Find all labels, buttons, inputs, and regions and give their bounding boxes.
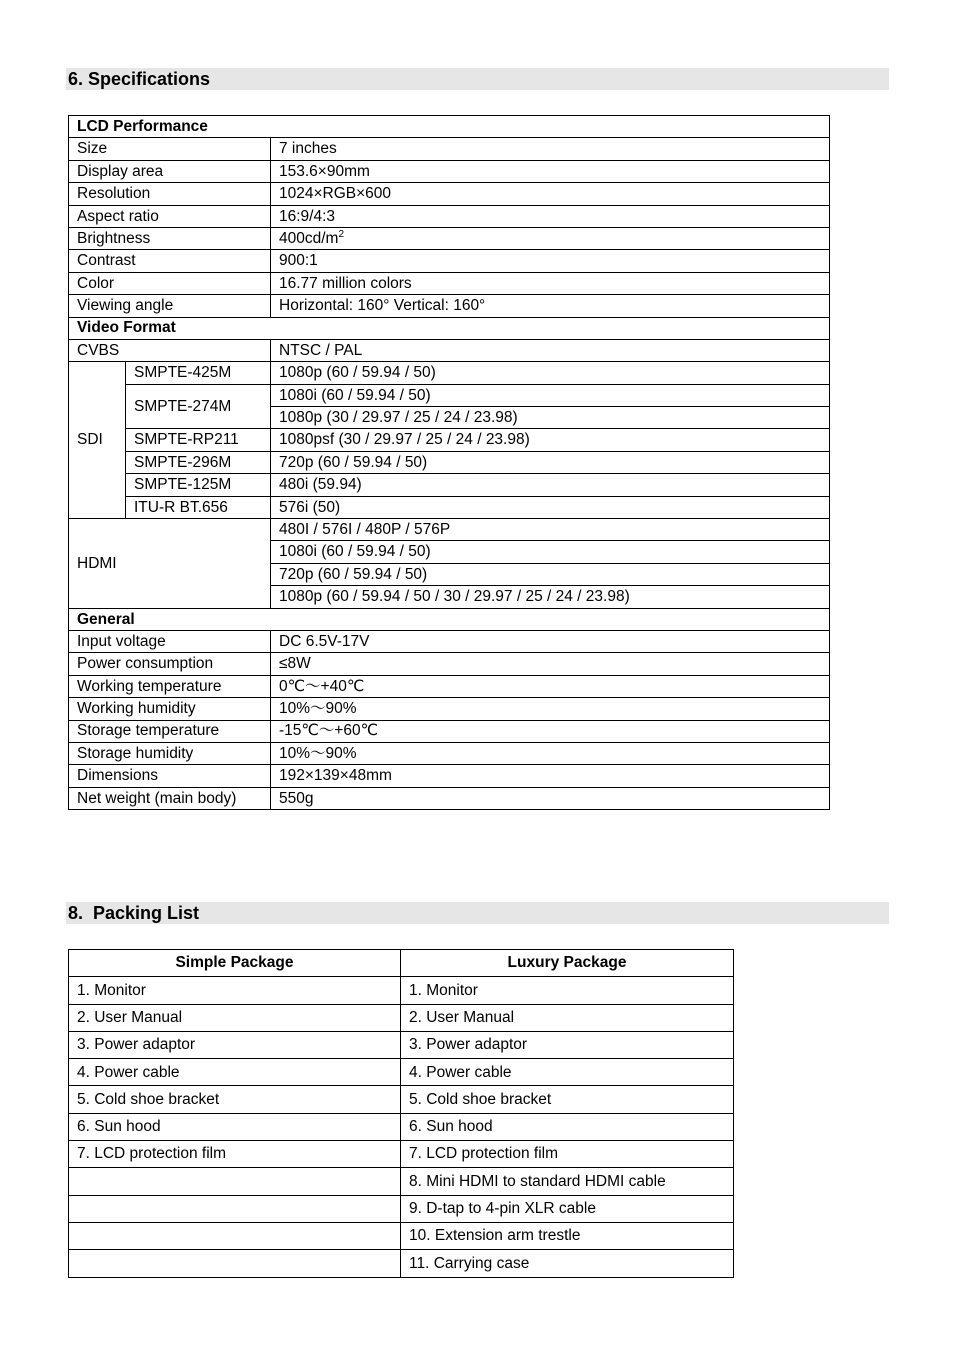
spec-label: Size bbox=[69, 138, 271, 160]
spec-value-text: 0℃～+40℃ bbox=[279, 677, 365, 695]
packing-row bbox=[69, 1222, 734, 1249]
sdi-standard: SMPTE-274M bbox=[126, 384, 271, 429]
spec-row bbox=[69, 205, 830, 227]
luxury-package-item: 8. Mini HDMI to standard HDMI cable bbox=[401, 1168, 734, 1195]
spec-group-row bbox=[69, 608, 830, 630]
sdi-row bbox=[69, 451, 830, 473]
spec-label: Working temperature bbox=[69, 675, 271, 697]
spec-value-text: 10%～90% bbox=[279, 744, 357, 762]
spec-label: Input voltage bbox=[69, 630, 271, 652]
sdi-row bbox=[69, 429, 830, 451]
specifications-table bbox=[68, 115, 830, 810]
general-header: General bbox=[69, 608, 830, 630]
simple-package-item bbox=[69, 1250, 401, 1277]
spec-row bbox=[69, 160, 830, 182]
spec-row bbox=[69, 339, 830, 361]
simple-package-item bbox=[69, 1195, 401, 1222]
sdi-format: 1080i (60 / 59.94 / 50) bbox=[271, 384, 830, 406]
spec-label: Working humidity bbox=[69, 698, 271, 720]
sdi-format: 576i (50) bbox=[271, 496, 830, 518]
spec-label: Storage temperature bbox=[69, 720, 271, 742]
spec-value bbox=[271, 653, 830, 675]
luxury-package-item: 9. D-tap to 4-pin XLR cable bbox=[401, 1195, 734, 1222]
sdi-standard: SMPTE-425M bbox=[126, 362, 271, 384]
spec-value-text: DC 6.5V-17V bbox=[279, 632, 370, 650]
packing-row bbox=[69, 1031, 734, 1058]
spec-label: Display area bbox=[69, 160, 271, 182]
simple-package-item: 7. LCD protection film bbox=[69, 1141, 401, 1168]
spec-value bbox=[271, 787, 830, 809]
spec-label: Color bbox=[69, 272, 271, 294]
hdmi-format: 1080i (60 / 59.94 / 50) bbox=[271, 541, 830, 563]
sdi-row bbox=[69, 496, 830, 518]
sdi-format: 720p (60 / 59.94 / 50) bbox=[271, 451, 830, 473]
spec-row bbox=[69, 653, 830, 675]
spec-value bbox=[271, 742, 830, 764]
luxury-package-item: 4. Power cable bbox=[401, 1059, 734, 1086]
packing-row bbox=[69, 1141, 734, 1168]
spec-group-row bbox=[69, 317, 830, 339]
spec-row bbox=[69, 295, 830, 317]
packing-row bbox=[69, 1168, 734, 1195]
packing-row bbox=[69, 1086, 734, 1113]
simple-package-item: 3. Power adaptor bbox=[69, 1031, 401, 1058]
spec-group-row bbox=[69, 116, 830, 138]
spec-row bbox=[69, 138, 830, 160]
spec-value bbox=[271, 698, 830, 720]
spec-value bbox=[271, 272, 830, 294]
video-format-header: Video Format bbox=[69, 317, 830, 339]
spec-value-text: 400cd/m bbox=[279, 229, 339, 247]
hdmi-format: 720p (60 / 59.94 / 50) bbox=[271, 563, 830, 585]
spec-value bbox=[271, 675, 830, 697]
sdi-format: 480i (59.94) bbox=[271, 474, 830, 496]
simple-package-item bbox=[69, 1222, 401, 1249]
spec-value bbox=[271, 205, 830, 227]
spec-value bbox=[271, 227, 830, 249]
sdi-format: 1080psf (30 / 29.97 / 25 / 24 / 23.98) bbox=[271, 429, 830, 451]
spec-value-text: 10%～90% bbox=[279, 700, 357, 718]
spec-value bbox=[271, 295, 830, 317]
sdi-standard: SMPTE-RP211 bbox=[126, 429, 271, 451]
spec-label: Storage humidity bbox=[69, 742, 271, 764]
luxury-package-item: 7. LCD protection film bbox=[401, 1141, 734, 1168]
spec-label: Net weight (main body) bbox=[69, 787, 271, 809]
luxury-package-item: 5. Cold shoe bracket bbox=[401, 1086, 734, 1113]
luxury-package-item: 11. Carrying case bbox=[401, 1250, 734, 1277]
column-header-simple-package: Simple Package bbox=[69, 950, 401, 977]
simple-package-item: 2. User Manual bbox=[69, 1004, 401, 1031]
spec-value bbox=[271, 160, 830, 182]
spec-value bbox=[271, 138, 830, 160]
spec-value bbox=[271, 720, 830, 742]
spec-row bbox=[69, 742, 830, 764]
spec-value bbox=[271, 630, 830, 652]
spec-value-text: ≤8W bbox=[279, 655, 311, 673]
luxury-package-item: 2. User Manual bbox=[401, 1004, 734, 1031]
spec-row bbox=[69, 720, 830, 742]
spec-label: Brightness bbox=[69, 227, 271, 249]
spec-label: Power consumption bbox=[69, 653, 271, 675]
spec-row bbox=[69, 675, 830, 697]
sdi-row bbox=[69, 384, 830, 406]
luxury-package-item: 10. Extension arm trestle bbox=[401, 1222, 734, 1249]
spec-value-superscript: 2 bbox=[338, 228, 345, 240]
spec-value-text: 550g bbox=[279, 789, 314, 807]
packing-list-heading: 8. Packing List bbox=[66, 902, 889, 924]
sdi-row bbox=[69, 362, 830, 384]
spec-value-text: 7 inches bbox=[279, 140, 337, 158]
spec-value bbox=[271, 250, 830, 272]
spec-value-text: 192×139×48mm bbox=[279, 767, 392, 785]
simple-package-item: 5. Cold shoe bracket bbox=[69, 1086, 401, 1113]
spec-value-text: 16.77 million colors bbox=[279, 274, 412, 292]
cvbs-value: NTSC / PAL bbox=[271, 339, 830, 361]
packing-row bbox=[69, 1004, 734, 1031]
spec-value-text: -15℃～+60℃ bbox=[279, 722, 379, 740]
column-header-luxury-package: Luxury Package bbox=[401, 950, 734, 977]
spec-value-text: 900:1 bbox=[279, 252, 318, 270]
packing-row bbox=[69, 1059, 734, 1086]
sdi-row bbox=[69, 474, 830, 496]
simple-package-item: 6. Sun hood bbox=[69, 1113, 401, 1140]
luxury-package-item: 1. Monitor bbox=[401, 977, 734, 1004]
hdmi-format: 480I / 576I / 480P / 576P bbox=[271, 519, 830, 541]
spec-row bbox=[69, 787, 830, 809]
spec-label: Viewing angle bbox=[69, 295, 271, 317]
sdi-label: SDI bbox=[69, 362, 126, 519]
packing-row bbox=[69, 1113, 734, 1140]
spec-row bbox=[69, 698, 830, 720]
spec-value bbox=[271, 765, 830, 787]
sdi-standard: ITU-R BT.656 bbox=[126, 496, 271, 518]
spec-value-text: 1024×RGB×600 bbox=[279, 185, 392, 203]
luxury-package-item: 6. Sun hood bbox=[401, 1113, 734, 1140]
hdmi-row bbox=[69, 519, 830, 541]
spec-value-text: 153.6×90mm bbox=[279, 162, 370, 180]
sdi-format: 1080p (30 / 29.97 / 25 / 24 / 23.98) bbox=[271, 407, 830, 429]
simple-package-item: 1. Monitor bbox=[69, 977, 401, 1004]
spec-row bbox=[69, 765, 830, 787]
specifications-heading: 6. Specifications bbox=[66, 68, 889, 90]
hdmi-format: 1080p (60 / 59.94 / 50 / 30 / 29.97 / 25 / 24 / 23.98) bbox=[271, 586, 830, 608]
packing-row bbox=[69, 1250, 734, 1277]
packing-row bbox=[69, 977, 734, 1004]
spec-row bbox=[69, 272, 830, 294]
spec-label: Dimensions bbox=[69, 765, 271, 787]
spec-value-text: Horizontal: 160° Vertical: 160° bbox=[279, 297, 486, 315]
packing-list-table bbox=[68, 949, 734, 1278]
spec-label: Aspect ratio bbox=[69, 205, 271, 227]
hdmi-label: HDMI bbox=[69, 519, 271, 609]
lcd-performance-header: LCD Performance bbox=[69, 116, 830, 138]
spec-row bbox=[69, 183, 830, 205]
simple-package-item bbox=[69, 1168, 401, 1195]
sdi-format: 1080p (60 / 59.94 / 50) bbox=[271, 362, 830, 384]
simple-package-item: 4. Power cable bbox=[69, 1059, 401, 1086]
cvbs-label: CVBS bbox=[69, 339, 271, 361]
spec-label: Resolution bbox=[69, 183, 271, 205]
sdi-standard: SMPTE-296M bbox=[126, 451, 271, 473]
luxury-package-item: 3. Power adaptor bbox=[401, 1031, 734, 1058]
packing-header-row bbox=[69, 950, 734, 977]
packing-row bbox=[69, 1195, 734, 1222]
spec-label: Contrast bbox=[69, 250, 271, 272]
spec-row bbox=[69, 227, 830, 249]
spec-value bbox=[271, 183, 830, 205]
spec-value-text: 16:9/4:3 bbox=[279, 207, 336, 225]
spec-row bbox=[69, 250, 830, 272]
sdi-standard: SMPTE-125M bbox=[126, 474, 271, 496]
spec-row bbox=[69, 630, 830, 652]
